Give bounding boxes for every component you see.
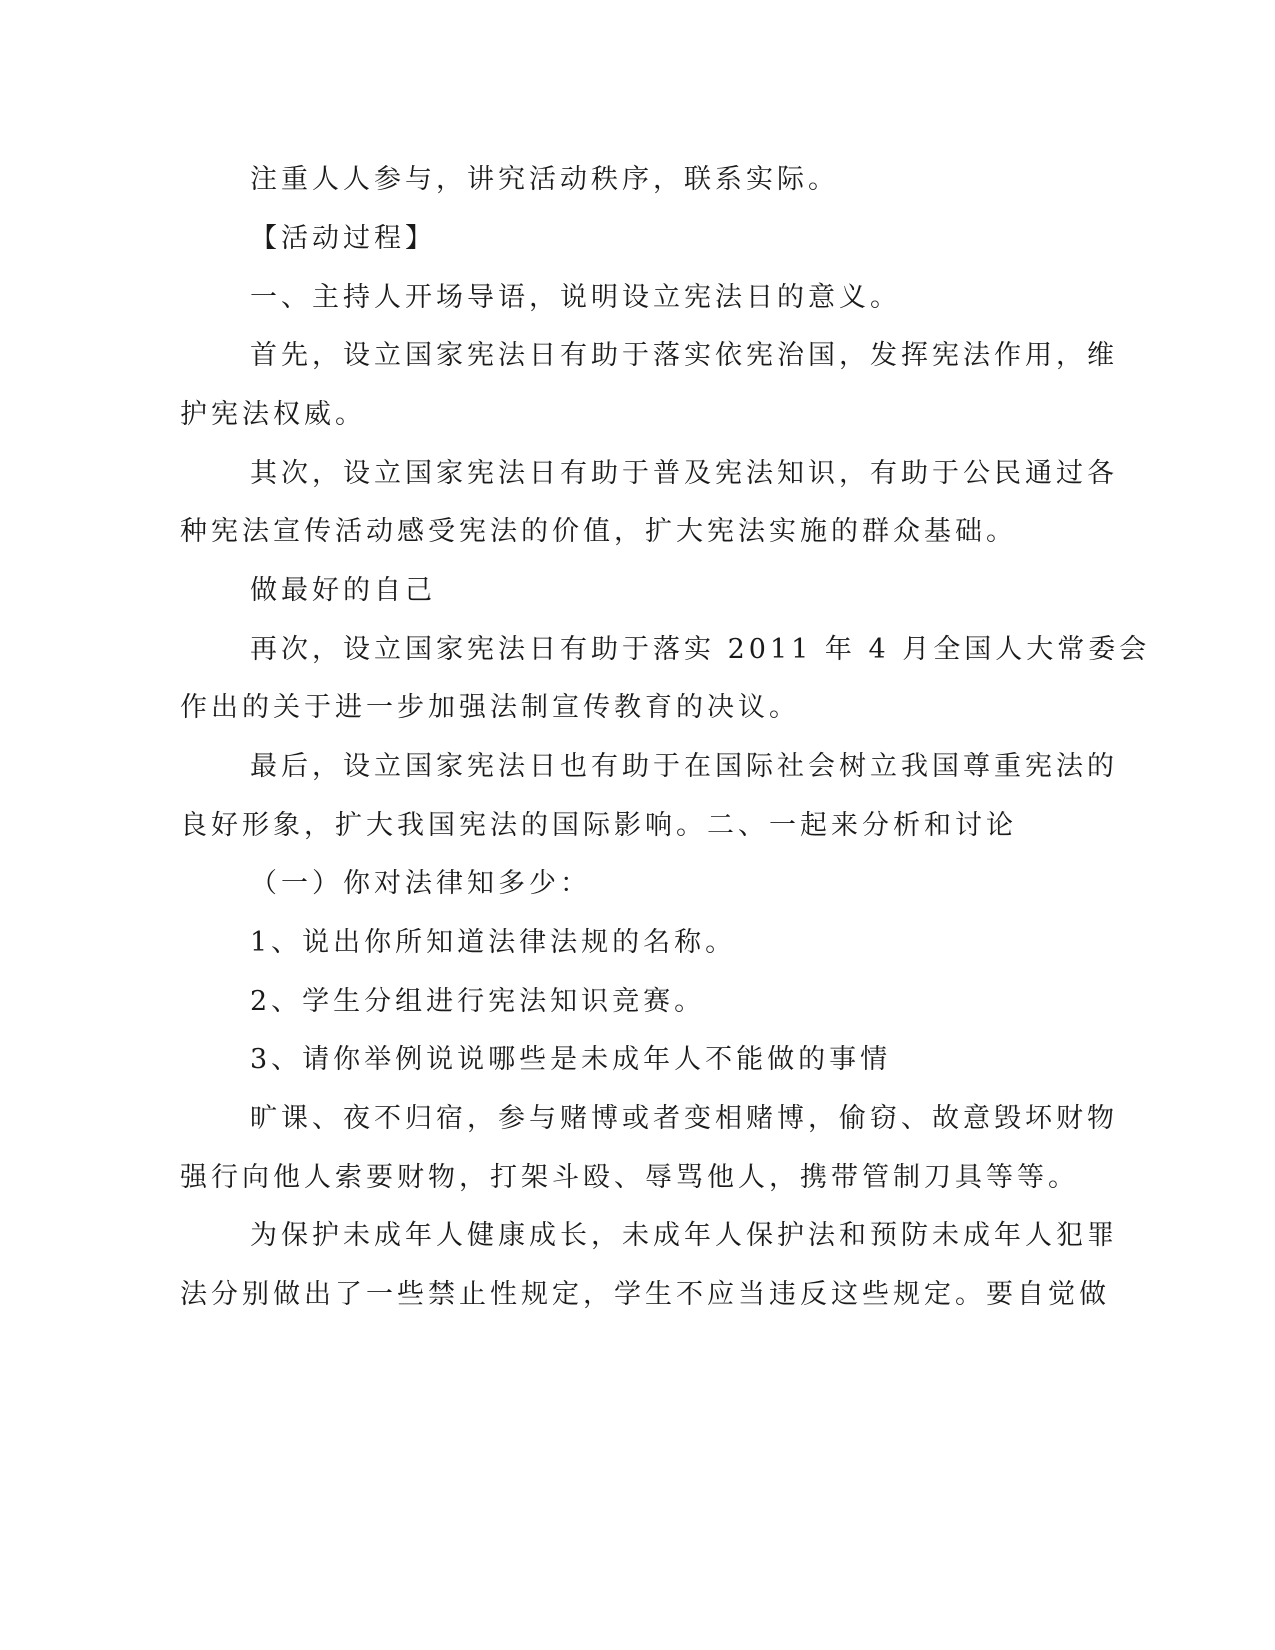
text-line: 良好形象，扩大我国宪法的国际影响。二、一起来分析和讨论 bbox=[180, 810, 1017, 841]
text-line: 旷课、夜不归宿，参与赌博或者变相赌博，偷窃、故意毁坏财物 bbox=[250, 1103, 1118, 1134]
list-item: 2、学生分组进行宪法知识竞赛。 bbox=[250, 986, 706, 1017]
text-line: 其次，设立国家宪法日有助于普及宪法知识，有助于公民通过各 bbox=[250, 458, 1118, 489]
section-heading: 【活动过程】 bbox=[250, 223, 436, 254]
text-line: 首先，设立国家宪法日有助于落实依宪治国，发挥宪法作用，维 bbox=[250, 340, 1118, 371]
text-line: 护宪法权威。 bbox=[180, 399, 366, 430]
text-line: 注重人人参与，讲究活动秩序，联系实际。 bbox=[250, 164, 839, 195]
text-line: 种宪法宣传活动感受宪法的价值，扩大宪法实施的群众基础。 bbox=[180, 516, 1017, 547]
list-item: 1、说出你所知道法律法规的名称。 bbox=[250, 927, 737, 958]
text-line: 法分别做出了一些禁止性规定，学生不应当违反这些规定。要自觉做 bbox=[180, 1279, 1110, 1310]
text-line: 最后，设立国家宪法日也有助于在国际社会树立我国尊重宪法的 bbox=[250, 751, 1118, 782]
text-line: 强行向他人索要财物，打架斗殴、辱骂他人，携带管制刀具等等。 bbox=[180, 1162, 1079, 1193]
text-line: 做最好的自己 bbox=[250, 575, 436, 606]
text-line: 为保护未成年人健康成长，未成年人保护法和预防未成年人犯罪 bbox=[250, 1220, 1118, 1251]
subsection-heading: （一）你对法律知多少： bbox=[250, 868, 591, 899]
list-item: 3、请你举例说说哪些是未成年人不能做的事情 bbox=[250, 1044, 892, 1075]
text-line: 作出的关于进一步加强法制宣传教育的决议。 bbox=[180, 692, 800, 723]
text-line: 再次，设立国家宪法日有助于落实 2011 年 4 月全国人大常委会 bbox=[250, 634, 1151, 665]
text-line: 一、主持人开场导语，说明设立宪法日的意义。 bbox=[250, 282, 901, 313]
